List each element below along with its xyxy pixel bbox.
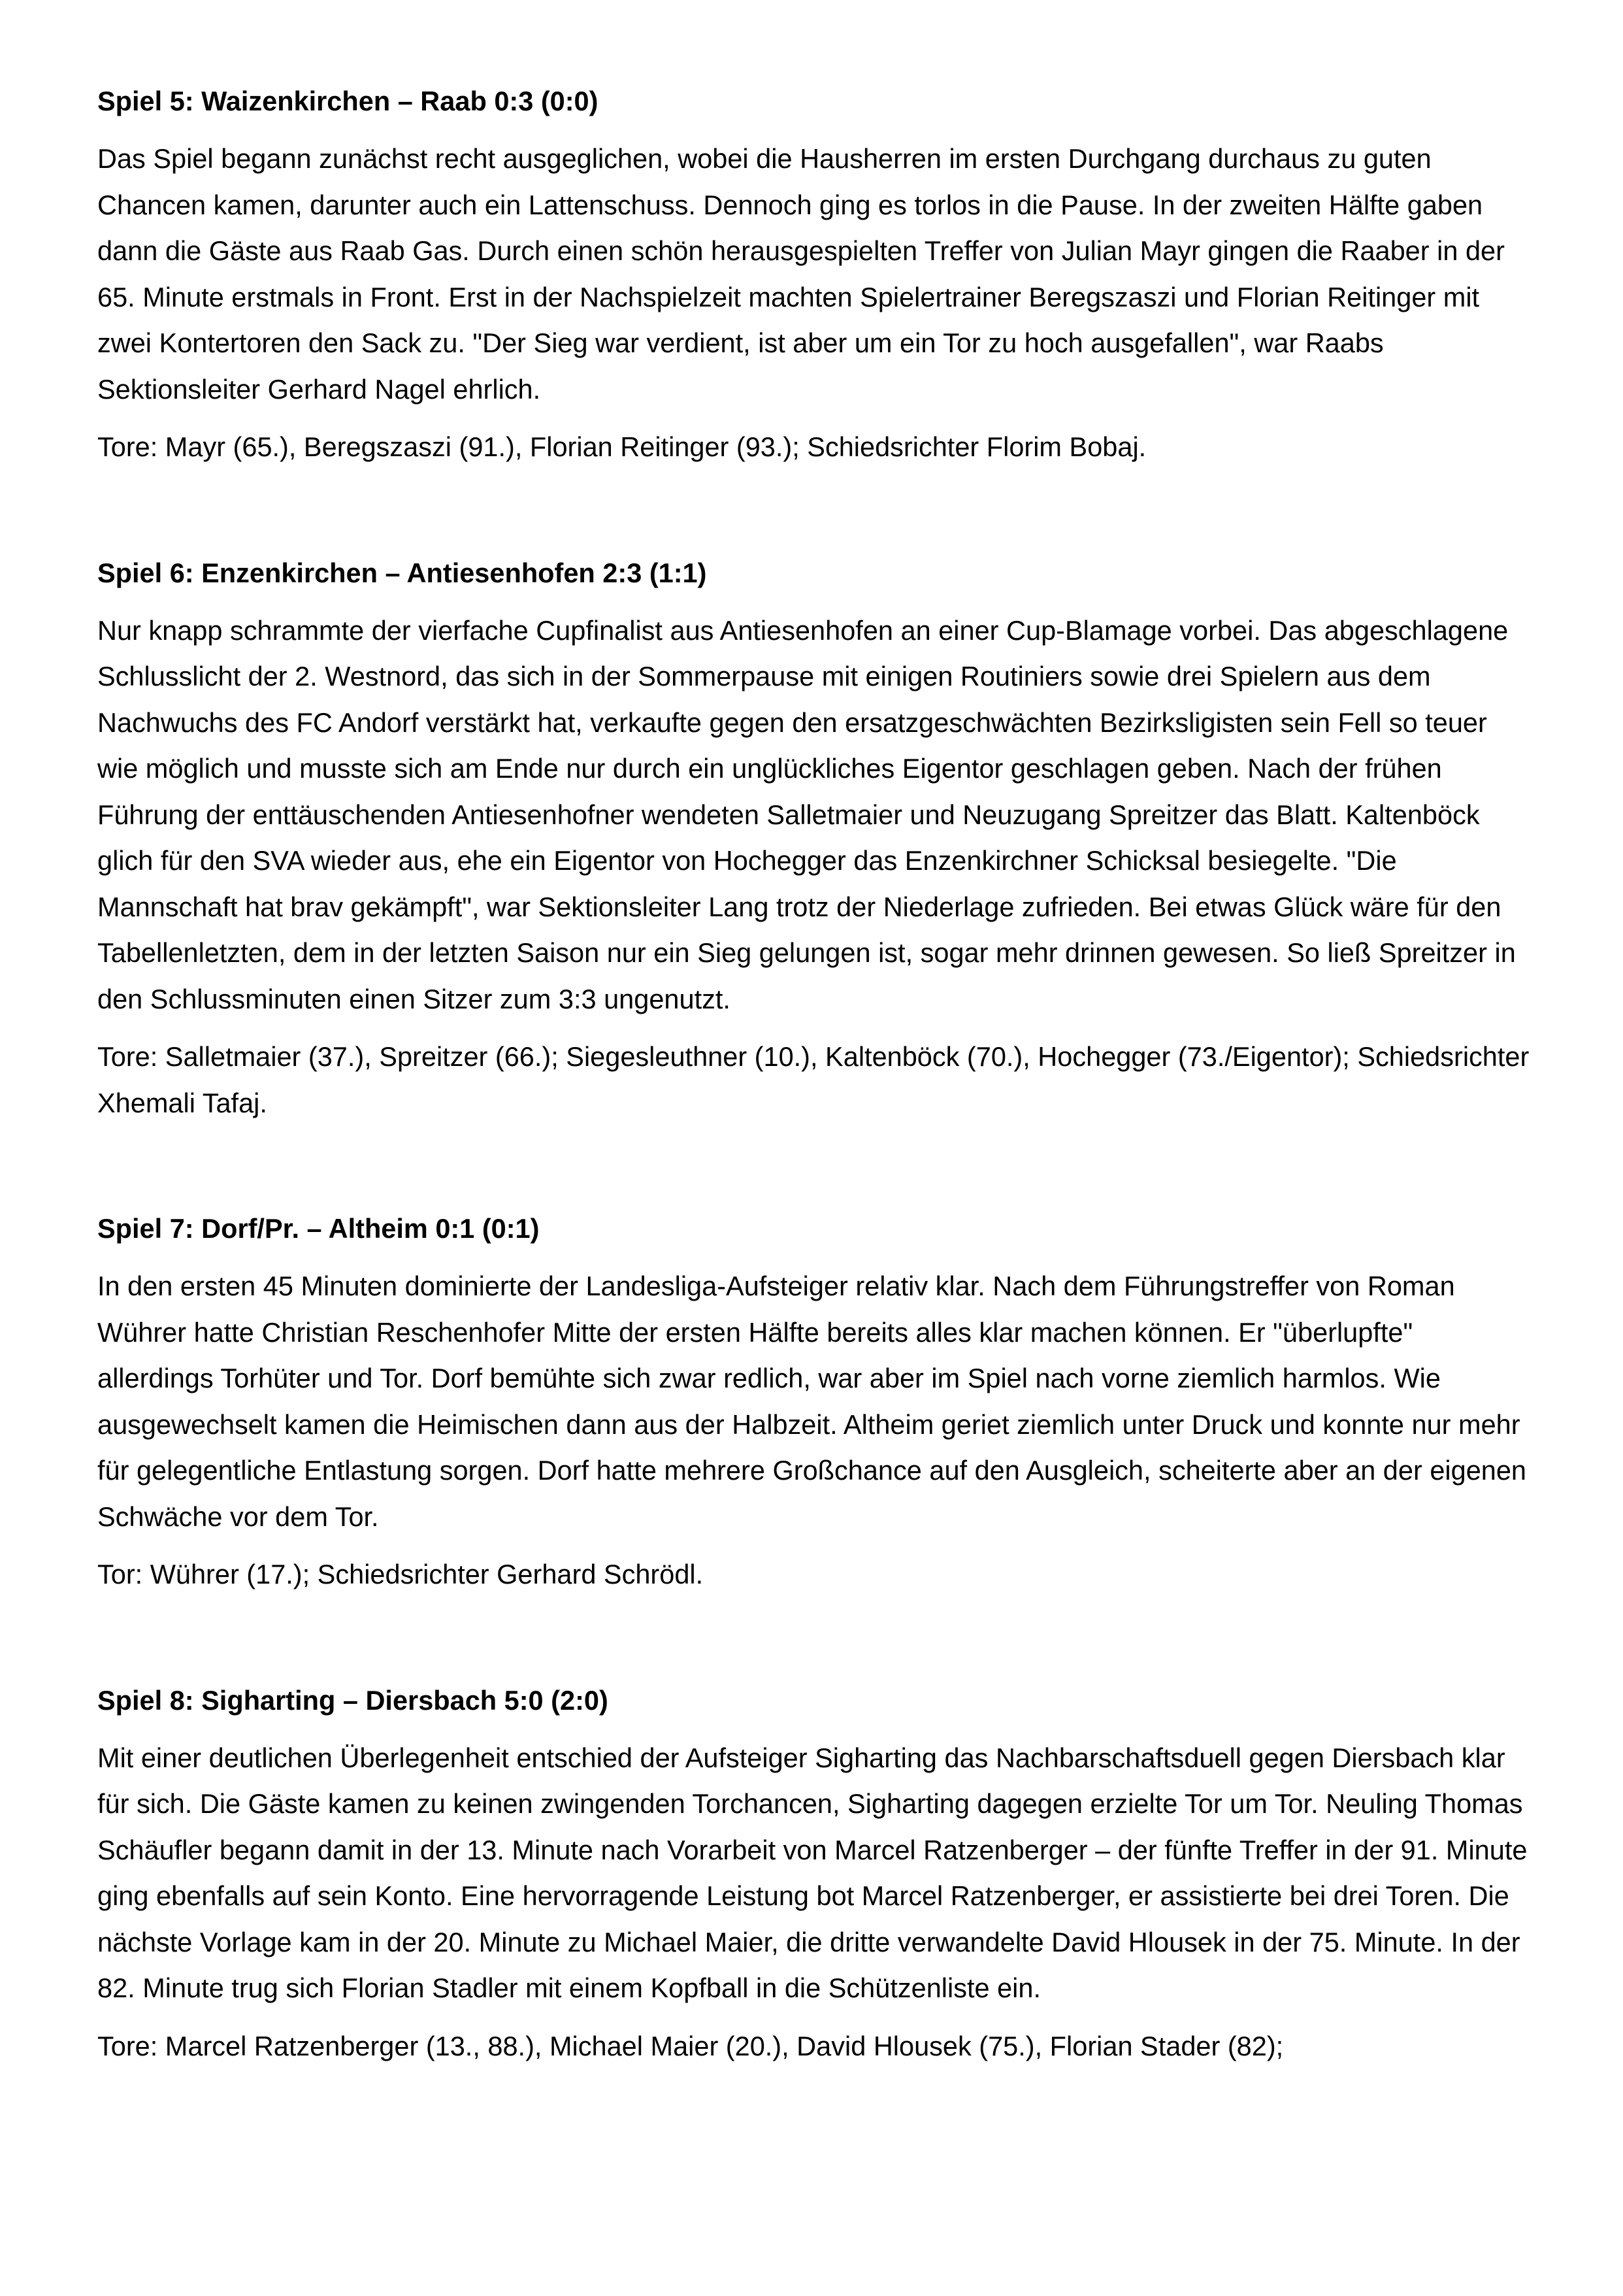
game-report-text: Mit einer deutlichen Überlegenheit entschied der Aufsteiger Sigharting das Nachbarschaftsduell gegen Diersbach klar für sich. Die Gäste kamen zu keinen zwingenden Torchancen, Sigharting dagegen erzielte Tor um Tor. Neuling Thomas Schäufler begann damit in der 13. Minute nach Vorarbeit von Marcel Ratzenberger – der fünfte Treffer in der 91. Minute ging ebenfalls auf sein Konto. Eine hervorragende Leistung bot Marcel Ratzenberger, er assistierte bei drei Toren. Die nächste Vorlage kam in der 20. Minute zu Michael Maier, die dritte verwandelte David Hlousek in der 75. Minute. In der 82. Minute trug sich Florian Stadler mit einem Kopfball in die Schützenliste ein.	[97, 1742, 1528, 2003]
game-goals: Tore: Mayr (65.), Beregszaszi (91.), Florian Reitinger (93.); Schiedsrichter Florim Bobaj.	[97, 431, 1147, 462]
game-goals: Tore: Salletmaier (37.), Spreitzer (66.); Siegesleuthner (10.), Kaltenböck (70.), Hochegger (73./Eigentor); Schiedsrichter Xhemali Tafaj.	[97, 1041, 1530, 1118]
game-report-7	[97, 1206, 1535, 1598]
game-title: Spiel 5: Waizenkirchen – Raab 0:3 (0:0)	[97, 86, 598, 116]
game-title: Spiel 8: Sigharting – Diersbach 5:0 (2:0)	[97, 1684, 608, 1716]
game-report-5	[97, 78, 1535, 471]
game-title: Spiel 6: Enzenkirchen – Antiesenhofen 2:3 (1:1)	[97, 557, 707, 588]
document-page	[97, 78, 1535, 2069]
game-title: Spiel 7: Dorf/Pr. – Altheim 0:1 (0:1)	[97, 1213, 540, 1244]
game-report-6	[97, 550, 1535, 1127]
game-report-text: In den ersten 45 Minuten dominierte der Landesliga-Aufsteiger relativ klar. Nach dem Führungstreffer von Roman Wührer hatte Christian Reschenhofer Mitte der ersten Hälfte bereits alles klar machen können. Er "überlupfte" allerdings Torhüter und Tor. Dorf bemühte sich zwar redlich, war aber im Spiel nach vorne ziemlich harmlos. Wie ausgewechselt kamen die Heimischen dann aus der Halbzeit. Altheim geriet ziemlich unter Druck und konnte nur mehr für gelegentliche Entlastung sorgen. Dorf hatte mehrere Großchance auf den Ausgleich, scheiterte aber an der eigenen Schwäche vor dem Tor.	[97, 1271, 1527, 1532]
game-report-text: Das Spiel begann zunächst recht ausgeglichen, wobei die Hausherren im ersten Durchgang durchaus zu guten Chancen kamen, darunter auch ein Lattenschuss. Dennoch ging es torlos in die Pause. In der zweiten Hälfte gaben dann die Gäste aus Raab Gas. Durch einen schön herausgespielten Treffer von Julian Mayr gingen die Raaber in der 65. Minute erstmals in Front. Erst in der Nachspielzeit machten Spielertrainer Beregszaszi und Florian Reitinger mit zwei Kontertoren den Sack zu. "Der Sieg war verdient, ist aber um ein Tor zu hoch ausgefallen", war Raabs Sektionsleiter Gerhard Nagel ehrlich.	[97, 143, 1505, 405]
game-report-8	[97, 1678, 1535, 2070]
game-report-text: Nur knapp schrammte der vierfache Cupfinalist aus Antiesenhofen an einer Cup-Blamage vorbei. Das abgeschlagene Schlusslicht der 2. Westnord, das sich in der Sommerpause mit einigen Routiniers sowie drei Spielern aus dem Nachwuchs des FC Andorf verstärkt hat, verkaufte gegen den ersatzgeschwächten Bezirksligisten sein Fell so teuer wie möglich und musste sich am Ende nur durch ein unglückliches Eigentor geschlagen geben. Nach der frühen Führung der enttäuschenden Antiesenhofner wendeten Salletmaier und Neuzugang Spreitzer das Blatt. Kaltenböck glich für den SVA wieder aus, ehe ein Eigentor von Hochegger das Enzenkirchner Schicksal besiegelte. "Die Mannschaft hat brav gekämpft", war Sektionsleiter Lang trotz der Niederlage zufrieden. Bei etwas Glück wäre für den Tabellenletzten, dem in der letzten Saison nur ein Sieg gelungen ist, sogar mehr drinnen gewesen. So ließ Spreitzer in den Schlussminuten einen Sitzer zum 3:3 ungenutzt.	[97, 614, 1516, 1014]
game-goals: Tor: Wührer (17.); Schiedsrichter Gerhard Schrödl.	[97, 1559, 704, 1589]
game-goals: Tore: Marcel Ratzenberger (13., 88.), Michael Maier (20.), David Hlousek (75.), Florian Stader (82);	[97, 2030, 1284, 2061]
